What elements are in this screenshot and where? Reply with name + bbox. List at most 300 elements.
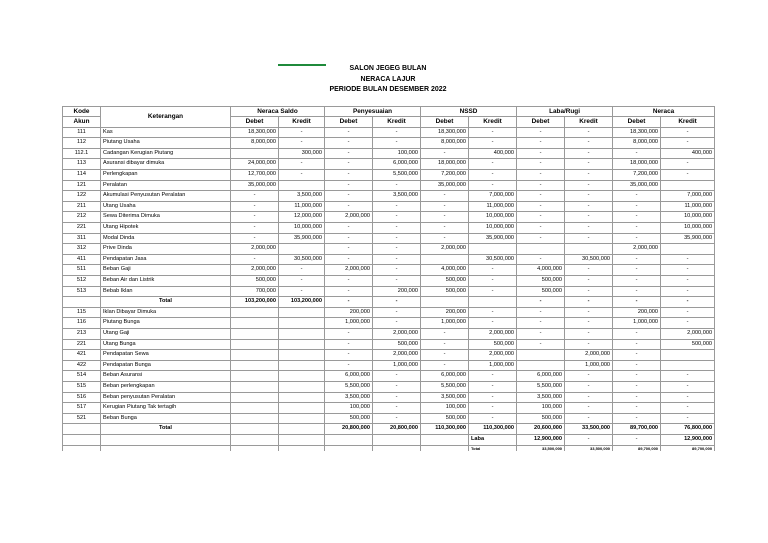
cell-value: 18,300,000 [421, 127, 469, 138]
cell-value [231, 392, 279, 403]
cell-value: - [661, 307, 715, 318]
worksheet-body [63, 127, 715, 450]
cell-value: - [325, 148, 373, 159]
cell-value: - [469, 159, 517, 170]
cell-value: - [279, 159, 325, 170]
cell-value: - [565, 371, 613, 382]
cell-value: - [565, 148, 613, 159]
cell-value: - [469, 371, 517, 382]
cell-value: - [565, 212, 613, 223]
cell-value: 8,000,000 [421, 138, 469, 149]
table-row [63, 339, 715, 350]
cell-value: - [661, 392, 715, 403]
account-name: Pendapatan Jasa [101, 254, 231, 265]
cell-value [279, 445, 325, 451]
cell-value: 10,000,000 [661, 223, 715, 234]
cell-value: 2,000,000 [325, 265, 373, 276]
cell-value: - [469, 307, 517, 318]
account-name: Prive Dinda [101, 244, 231, 255]
cell-value: - [565, 392, 613, 403]
account-code: 311 [63, 233, 101, 244]
cell-value: - [565, 434, 613, 445]
cell-value: - [613, 434, 661, 445]
cell-value [661, 180, 715, 191]
cell-value: 5,500,000 [517, 381, 565, 392]
header-kredit: Kredit [279, 117, 325, 128]
cell-value [231, 434, 279, 445]
cell-value: - [421, 328, 469, 339]
cell-value: 103,200,000 [231, 297, 279, 308]
cell-value: - [565, 276, 613, 287]
account-name: Pendapatan Sewa [101, 350, 231, 361]
account-code: 515 [63, 381, 101, 392]
cell-value: - [565, 138, 613, 149]
cell-value: - [613, 371, 661, 382]
cell-value: - [661, 254, 715, 265]
cell-value: - [613, 254, 661, 265]
cell-value: - [517, 138, 565, 149]
cell-value [279, 350, 325, 361]
cell-value: 100,000 [325, 403, 373, 414]
header-kredit: Kredit [661, 117, 715, 128]
account-code: 411 [63, 254, 101, 265]
cell-value [421, 254, 469, 265]
cell-value: 1,000,000 [325, 318, 373, 329]
account-code: 421 [63, 350, 101, 361]
cell-value: - [469, 170, 517, 181]
account-name: Bebab Iklan [101, 286, 231, 297]
cell-value: - [469, 381, 517, 392]
cell-value: 2,000,000 [565, 350, 613, 361]
account-code: 422 [63, 360, 101, 371]
account-code: 221 [63, 339, 101, 350]
cell-value [661, 244, 715, 255]
cell-value: - [565, 233, 613, 244]
account-name: Utang Hipotek [101, 223, 231, 234]
cell-value: - [469, 127, 517, 138]
cell-value: - [517, 223, 565, 234]
account-name [101, 434, 231, 445]
cell-value [231, 307, 279, 318]
account-code: 517 [63, 403, 101, 414]
cell-value: 500,000 [517, 413, 565, 424]
cell-value: 1,000,000 [469, 360, 517, 371]
account-code: 516 [63, 392, 101, 403]
cell-value: - [565, 286, 613, 297]
cell-value: - [613, 201, 661, 212]
report-period: PERIODE BULAN DESEMBER 2022 [329, 86, 447, 93]
cell-value: 4,000,000 [517, 265, 565, 276]
cell-value: - [661, 381, 715, 392]
worksheet [62, 63, 714, 451]
cell-value: - [661, 138, 715, 149]
account-name: Beban perlengkapan [101, 381, 231, 392]
account-name: Kas [101, 127, 231, 138]
cell-value: - [565, 381, 613, 392]
cell-value: - [517, 307, 565, 318]
cell-value [279, 339, 325, 350]
cell-value: 1,000,000 [421, 318, 469, 329]
table-row-cutoff [63, 445, 715, 451]
table-row [63, 254, 715, 265]
account-code: 115 [63, 307, 101, 318]
table-row [63, 328, 715, 339]
account-name: Beban Air dan Listrik [101, 276, 231, 287]
cell-value: - [613, 413, 661, 424]
account-name: Pendapatan Bunga [101, 360, 231, 371]
header-nssd: NSSD [421, 106, 517, 117]
cell-value: - [613, 223, 661, 234]
cell-value: - [613, 276, 661, 287]
cell-value: 11,000,000 [279, 201, 325, 212]
table-row [63, 138, 715, 149]
cell-value: 1,000,000 [565, 360, 613, 371]
cell-value: - [565, 170, 613, 181]
cell-value [231, 445, 279, 451]
header-penyesuaian: Penyesuaian [325, 106, 421, 117]
cell-value: 35,000,000 [613, 180, 661, 191]
cell-value: 200,000 [373, 286, 421, 297]
account-code: 113 [63, 159, 101, 170]
cell-value [231, 424, 279, 435]
cell-value [231, 148, 279, 159]
cell-value: - [661, 170, 715, 181]
account-name: Utang Gaji [101, 328, 231, 339]
header-kredit: Kredit [469, 117, 517, 128]
cell-value: 12,900,000 [517, 434, 565, 445]
cell-value: 11,000,000 [661, 201, 715, 212]
cell-value: 8,000,000 [613, 138, 661, 149]
table-row [63, 297, 715, 308]
cell-value: - [279, 286, 325, 297]
report-header [62, 63, 714, 95]
table-row [63, 360, 715, 371]
cell-value: - [565, 180, 613, 191]
cell-value: - [325, 180, 373, 191]
cell-value: - [565, 403, 613, 414]
cell-value: 89,700,000 [613, 445, 661, 451]
cell-value: 400,000 [661, 148, 715, 159]
cell-value: - [231, 254, 279, 265]
cell-value [279, 434, 325, 445]
cell-value: 6,000,000 [373, 159, 421, 170]
cell-value: - [373, 381, 421, 392]
cell-value [421, 434, 469, 445]
cell-value: - [517, 170, 565, 181]
account-code [63, 297, 101, 308]
cell-value: - [517, 339, 565, 350]
cell-value: 110,300,000 [469, 424, 517, 435]
cell-value: - [469, 403, 517, 414]
cell-value: - [325, 233, 373, 244]
account-code: 111 [63, 127, 101, 138]
cell-value: - [231, 223, 279, 234]
header-neraca: Neraca [613, 106, 715, 117]
cell-value: - [325, 159, 373, 170]
cell-value: 5,500,000 [325, 381, 373, 392]
table-row [63, 244, 715, 255]
cell-value [101, 445, 231, 451]
cell-value: 12,000,000 [279, 212, 325, 223]
cell-value: - [373, 127, 421, 138]
cell-value: 10,000,000 [661, 212, 715, 223]
cell-value: - [565, 413, 613, 424]
cell-value: - [613, 265, 661, 276]
account-code [63, 434, 101, 445]
cell-value: - [469, 265, 517, 276]
cell-value: - [325, 360, 373, 371]
cell-value [373, 445, 421, 451]
cell-value [469, 297, 517, 308]
report-title: NERACA LAJUR [360, 75, 416, 83]
cell-value [231, 413, 279, 424]
cell-value: 7,200,000 [421, 170, 469, 181]
account-name: Akumulasi Penyusutan Peralatan [101, 191, 231, 202]
cell-value: - [613, 191, 661, 202]
cell-value: 103,200,000 [279, 297, 325, 308]
cell-value: - [517, 297, 565, 308]
cell-value: - [421, 223, 469, 234]
cell-value [661, 350, 715, 361]
cell-value: 18,300,000 [231, 127, 279, 138]
cell-value: - [325, 223, 373, 234]
cell-value [231, 318, 279, 329]
header-kredit: Kredit [373, 117, 421, 128]
cell-value: - [373, 212, 421, 223]
cell-value: 500,000 [325, 413, 373, 424]
cell-value [565, 244, 613, 255]
cell-value: - [517, 201, 565, 212]
cell-value: - [661, 265, 715, 276]
cell-value: 100,000 [373, 148, 421, 159]
cell-value: - [661, 413, 715, 424]
cell-value: 3,500,000 [325, 392, 373, 403]
cell-value: - [469, 180, 517, 191]
table-row [63, 201, 715, 212]
table-row [63, 127, 715, 138]
cell-value: - [373, 371, 421, 382]
cell-value [279, 307, 325, 318]
total-label: Total [101, 297, 231, 308]
cell-value: - [421, 212, 469, 223]
cell-value: - [373, 180, 421, 191]
cell-value [231, 350, 279, 361]
cell-value: - [517, 254, 565, 265]
account-code: 211 [63, 201, 101, 212]
cell-value: - [565, 159, 613, 170]
cell-value: 2,000,000 [469, 328, 517, 339]
table-row [63, 392, 715, 403]
cell-value: - [325, 328, 373, 339]
account-code: 511 [63, 265, 101, 276]
account-code: 514 [63, 371, 101, 382]
cell-value [279, 244, 325, 255]
cell-value: - [613, 286, 661, 297]
cell-value: - [373, 318, 421, 329]
cell-value: - [325, 339, 373, 350]
cell-value: - [373, 201, 421, 212]
cell-value: 500,000 [517, 276, 565, 287]
cell-value: 6,000,000 [421, 371, 469, 382]
cell-value: - [421, 201, 469, 212]
cell-value: 20,600,000 [517, 424, 565, 435]
cell-value: - [325, 254, 373, 265]
cell-value [517, 244, 565, 255]
cell-value: 500,000 [661, 339, 715, 350]
cell-value: 30,500,000 [469, 254, 517, 265]
cell-value: 24,000,000 [231, 159, 279, 170]
cell-value: - [469, 392, 517, 403]
account-code: 122 [63, 191, 101, 202]
cell-value: Laba [469, 434, 517, 445]
cell-value: 500,000 [373, 339, 421, 350]
cell-value: 200,000 [325, 307, 373, 318]
cell-value: 500,000 [421, 276, 469, 287]
cell-value: 30,500,000 [565, 254, 613, 265]
cell-value: - [421, 148, 469, 159]
cell-value: 2,000,000 [421, 244, 469, 255]
table-row [63, 191, 715, 202]
account-name: Kerugian Piutang Tak tertagih [101, 403, 231, 414]
cell-value: 6,000,000 [517, 371, 565, 382]
cell-value: Total [469, 445, 517, 451]
cell-value: - [325, 297, 373, 308]
cell-value: - [325, 138, 373, 149]
header-debet: Debet [325, 117, 373, 128]
cell-value: - [565, 265, 613, 276]
header-debet: Debet [421, 117, 469, 128]
cell-value: - [613, 339, 661, 350]
cell-value: 35,000,000 [231, 180, 279, 191]
cell-value: 89,700,000 [661, 445, 715, 451]
cell-value: - [373, 403, 421, 414]
cell-value: 35,900,000 [469, 233, 517, 244]
account-name: Utang Bunga [101, 339, 231, 350]
account-code: 213 [63, 328, 101, 339]
account-name: Piutang Usaha [101, 138, 231, 149]
cell-value: - [565, 328, 613, 339]
cell-value: 7,000,000 [661, 191, 715, 202]
header-akun: Akun [63, 117, 101, 128]
table-row [63, 318, 715, 329]
total-label: Total [101, 424, 231, 435]
cell-value: 500,000 [469, 339, 517, 350]
cell-value: 2,000,000 [613, 244, 661, 255]
cell-value: - [325, 276, 373, 287]
cell-value: - [325, 191, 373, 202]
account-code: 521 [63, 413, 101, 424]
cell-value: 100,000 [421, 403, 469, 414]
cell-value: - [325, 286, 373, 297]
worksheet-table [62, 106, 715, 451]
account-code: 112 [63, 138, 101, 149]
cell-value: 2,000,000 [373, 350, 421, 361]
cell-value: - [421, 233, 469, 244]
cell-value: - [469, 286, 517, 297]
cell-value [279, 381, 325, 392]
cell-value: - [325, 201, 373, 212]
cell-value: - [565, 339, 613, 350]
cell-value: - [373, 297, 421, 308]
table-row [63, 223, 715, 234]
cell-value: 18,000,000 [421, 159, 469, 170]
table-row [63, 286, 715, 297]
cell-value: - [325, 350, 373, 361]
cell-value: - [565, 307, 613, 318]
cell-value: 200,000 [421, 307, 469, 318]
cell-value: - [421, 191, 469, 202]
cell-value [231, 360, 279, 371]
cell-value: - [469, 138, 517, 149]
account-name: Beban penyusutan Peralatan [101, 392, 231, 403]
cell-value: - [279, 127, 325, 138]
cell-value: 10,000,000 [469, 223, 517, 234]
table-row [63, 233, 715, 244]
account-code: 221 [63, 223, 101, 234]
account-name: Beban Gaji [101, 265, 231, 276]
cell-value: 1,000,000 [373, 360, 421, 371]
cell-value [279, 318, 325, 329]
cell-value [279, 403, 325, 414]
cell-value: - [373, 265, 421, 276]
cell-value: - [661, 159, 715, 170]
cell-value: 35,900,000 [279, 233, 325, 244]
account-code: 121 [63, 180, 101, 191]
table-row [63, 403, 715, 414]
cell-value: - [279, 170, 325, 181]
account-name: Sewa Diterima Dimuka [101, 212, 231, 223]
table-row [63, 413, 715, 424]
account-code [63, 424, 101, 435]
cell-value: - [373, 392, 421, 403]
cell-value: - [373, 276, 421, 287]
cell-value: 500,000 [517, 286, 565, 297]
cell-value [279, 424, 325, 435]
cell-value [421, 445, 469, 451]
cell-value: - [469, 413, 517, 424]
cell-value: - [661, 297, 715, 308]
cell-value: 6,000,000 [325, 371, 373, 382]
cell-value [231, 403, 279, 414]
cell-value [661, 360, 715, 371]
cell-value: - [279, 276, 325, 287]
cell-value: 7,200,000 [613, 170, 661, 181]
cell-value: - [325, 127, 373, 138]
cell-value [231, 381, 279, 392]
table-row [63, 212, 715, 223]
cell-value: 10,000,000 [469, 212, 517, 223]
cell-value: 35,000,000 [421, 180, 469, 191]
table-row [63, 148, 715, 159]
cell-value: 5,500,000 [373, 170, 421, 181]
cell-value: - [613, 148, 661, 159]
account-name: Peralatan [101, 180, 231, 191]
cell-value: - [231, 233, 279, 244]
cell-value [373, 434, 421, 445]
cell-value: 500,000 [231, 276, 279, 287]
cell-value [517, 360, 565, 371]
cell-value: 20,800,000 [373, 424, 421, 435]
cell-value: - [517, 191, 565, 202]
table-row [63, 424, 715, 435]
cell-value [279, 371, 325, 382]
company-name: SALON JEGEG BULAN [349, 65, 427, 72]
cell-value: - [517, 212, 565, 223]
cell-value [279, 360, 325, 371]
cell-value: 500,000 [421, 286, 469, 297]
cell-value: 8,000,000 [231, 138, 279, 149]
account-code: 116 [63, 318, 101, 329]
